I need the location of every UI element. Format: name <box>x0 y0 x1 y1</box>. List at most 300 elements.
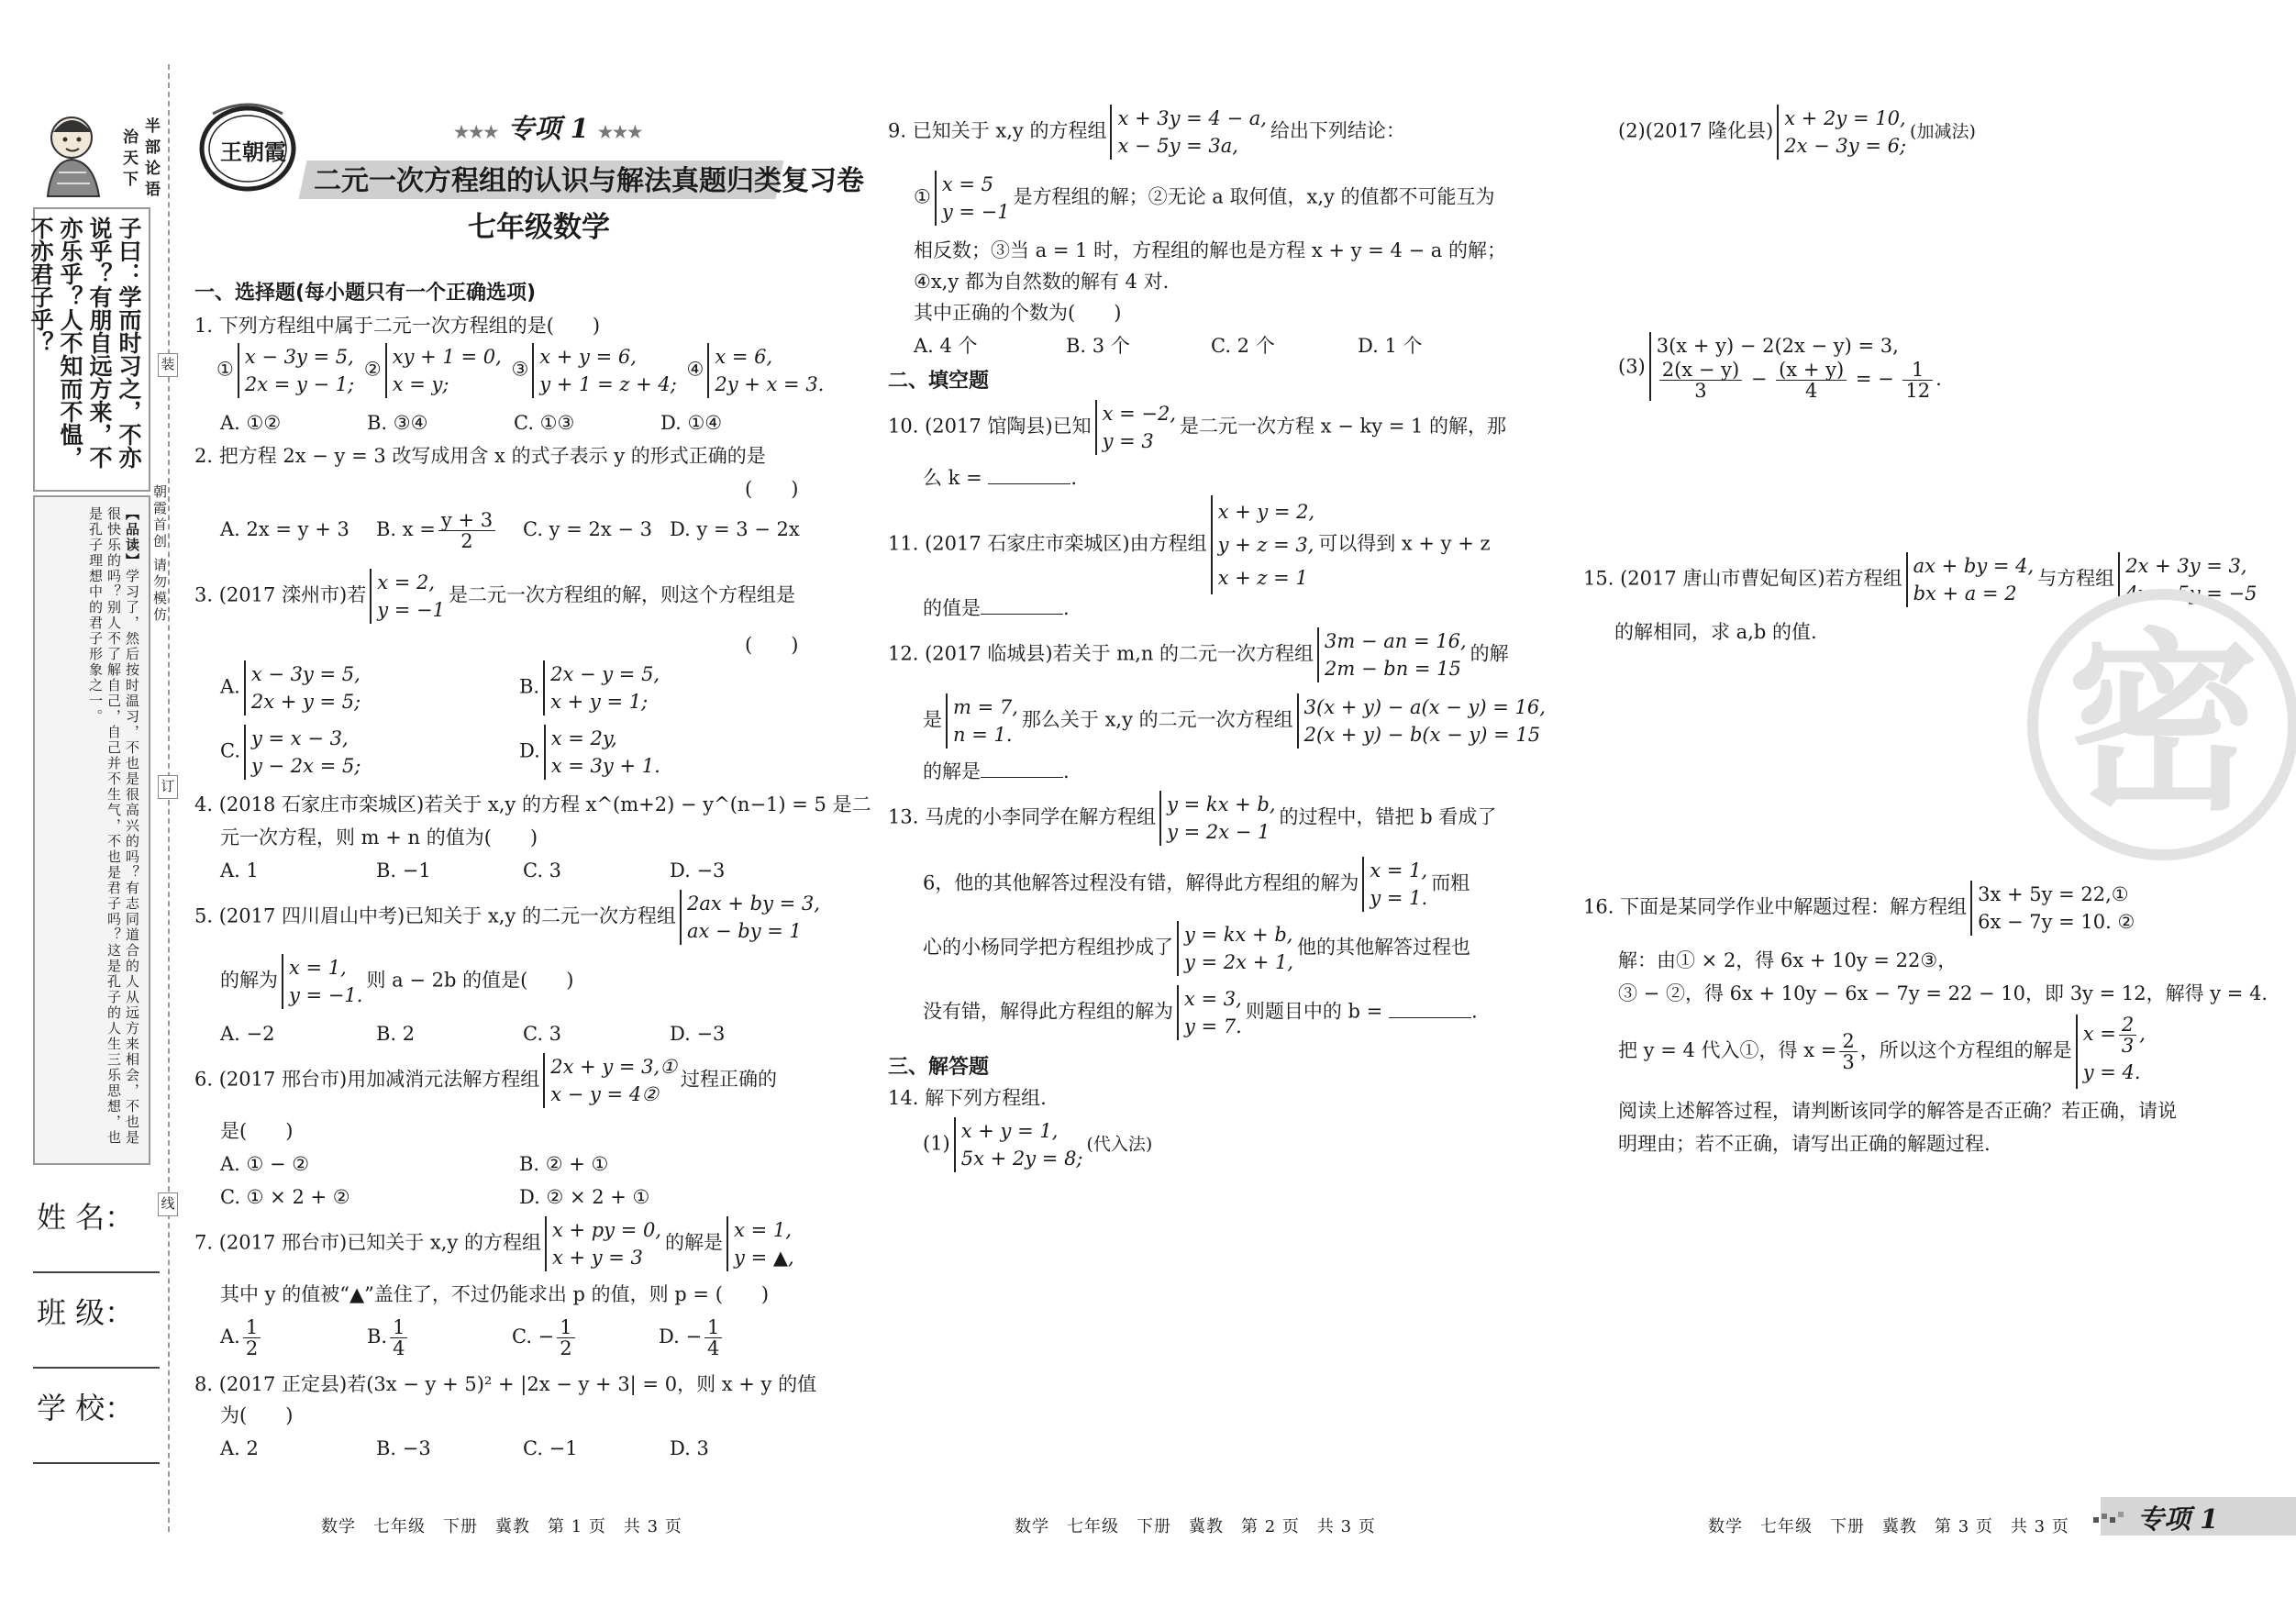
q3-choice-c[interactable] <box>220 725 364 780</box>
q13-text: 则题目中的 b = <box>1245 1000 1389 1023</box>
q6-choices-row2 <box>220 1181 649 1213</box>
solution-system <box>1095 400 1176 455</box>
eq-line: y = x − 3, <box>251 727 349 749</box>
choice-a[interactable]: A. ① − ② <box>220 1153 310 1175</box>
q1-choices <box>220 407 722 438</box>
q11-text: 的值是 <box>923 597 981 619</box>
method-note: (加减法) <box>1910 121 1976 142</box>
page-title: 二元一次方程组的认识与解法真题归类复习卷 <box>314 165 864 197</box>
equation-system <box>954 1117 1083 1172</box>
q13-text: 他的其他解答过程也 <box>1297 936 1470 959</box>
equation-system <box>544 725 660 780</box>
choice-b[interactable]: B. −3 <box>376 1437 431 1459</box>
solution-system <box>282 954 362 1009</box>
q3-text: 3. (2017 滦州市)若 <box>194 583 367 606</box>
question-6 <box>194 1053 777 1108</box>
choice-d[interactable]: D. 1 个 <box>1358 335 1423 357</box>
denominator: 12 <box>1905 380 1931 402</box>
q3-choice-b[interactable] <box>519 660 663 715</box>
denominator: 2 <box>560 1337 572 1359</box>
confidential-seal-icon <box>2025 587 2296 862</box>
choice-c[interactable]: C. −1 <box>523 1437 578 1459</box>
eq-line: x = 5 <box>941 173 993 195</box>
eq-line: 2x + 3y = 3, <box>2125 555 2247 577</box>
school-line[interactable] <box>33 1462 160 1464</box>
eq-line: x = 1, <box>1370 859 1428 882</box>
name-line[interactable] <box>33 1271 160 1273</box>
eq-line: x + y = 2, <box>1217 501 1315 523</box>
question-12-l3: 的解是 . <box>923 760 1070 782</box>
choice-c[interactable]: C. 3 <box>523 1023 562 1045</box>
sidebar-top-label: 治天下 <box>119 128 138 192</box>
q6-text: 6. (2017 邢台市)用加减消元法解方程组 <box>194 1068 540 1091</box>
eq-line: x + y = 6, <box>539 346 637 368</box>
numerator: 1 <box>557 1317 574 1338</box>
eq-line: 5x + 2y = 8; <box>960 1148 1083 1170</box>
question-14-2 <box>1618 105 1976 160</box>
eq-line: 3(x + y) − a(x − y) = 16, <box>1303 696 1546 718</box>
q15-text: 与方程组 <box>2037 567 2115 590</box>
question-11 <box>888 495 1491 594</box>
eq-line: x = 6, <box>715 346 773 368</box>
question-13-l2 <box>923 857 1470 912</box>
choice-letter: B. <box>367 1325 388 1347</box>
question-16-l2: 解：由① × 2，得 6x + 10y = 22③， <box>1618 949 1958 971</box>
choice-b[interactable] <box>376 510 523 551</box>
q13-text: 13. 马虎的小李同学在解方程组 <box>888 805 1157 828</box>
equation-system <box>1317 627 1467 682</box>
sub-label: (1) <box>923 1132 950 1155</box>
eq-line: y = 3 <box>1102 430 1154 452</box>
analects-quote: 子曰：学而时习之，不亦说乎？有朋自远方来，不亦乐乎？人不知而不愠，不亦君子乎？ <box>28 216 142 469</box>
choice-d[interactable]: D. y = 3 − 2x <box>670 518 800 540</box>
answer-blank[interactable] <box>1389 999 1471 1018</box>
equation-system <box>1211 495 1315 594</box>
class-line[interactable] <box>33 1367 160 1369</box>
fraction <box>1659 360 1742 401</box>
q7-choices <box>220 1317 725 1359</box>
page-footer-2: 数学 七年级 下册 冀教 第 2 页 共 3 页 <box>1015 1517 1376 1536</box>
choice-d[interactable]: D. 3 <box>670 1437 709 1459</box>
choice-c[interactable]: C. ① × 2 + ② <box>220 1186 350 1208</box>
question-9-l3: 相反数；③当 a = 1 时，方程组的解也是方程 x + y = 4 − a 的解； <box>914 239 1506 261</box>
denominator: 3 <box>2121 1035 2135 1057</box>
eq-line: n = 1. <box>953 724 1013 746</box>
choice-d[interactable]: D. −3 <box>670 859 726 882</box>
q13-text: 6，他的其他解答过程没有错，解得此方程组的解为 <box>923 871 1359 894</box>
eq-line: x + 2y = 10, <box>1784 107 1906 129</box>
choice-letter: A. <box>220 1325 240 1347</box>
choice-letter: A. <box>220 675 240 698</box>
choice-b-prefix: B. x = <box>376 518 436 540</box>
eq-line: 3(x + y) − 2(2x − y) = 3, <box>1656 335 1899 357</box>
equation-system <box>532 343 677 398</box>
page-subtitle: 七年级数学 <box>468 211 610 244</box>
eq-line: x = −2, <box>1102 403 1176 425</box>
choice-d[interactable]: D. ② × 2 + ① <box>519 1186 650 1208</box>
q3-choice-d[interactable] <box>519 725 664 780</box>
logo-text: 王朝霞 <box>220 139 286 165</box>
question-1: 1. 下列方程组中属于二元一次方程组的是( ) <box>194 315 601 337</box>
opt-num: ③ <box>511 358 529 381</box>
q9-text: 给出下列结论： <box>1270 119 1405 142</box>
seal-char-box: 装 <box>158 353 178 377</box>
denominator: 3 <box>1694 380 1707 402</box>
choice-b[interactable] <box>367 1317 512 1359</box>
sidebar-top-label: 半部论语 <box>141 117 160 202</box>
choice-letter: C. − <box>512 1325 555 1347</box>
choice-b[interactable]: B. ② + ① <box>519 1153 609 1175</box>
eq-line: 3m − an = 16, <box>1325 630 1467 652</box>
equation-system <box>244 660 360 715</box>
answer-blank[interactable] <box>988 465 1070 484</box>
eq-line: x = 2y, <box>550 727 617 749</box>
stars-left: ★★★ <box>454 123 499 142</box>
q16-text: ，所以这个方程组的解是 <box>1859 1039 2072 1061</box>
eq-line: 2y + x = 3. <box>715 373 825 395</box>
method-note: (代入法) <box>1086 1134 1153 1155</box>
equation-system <box>545 1216 661 1271</box>
numerator: 2 <box>1839 1031 1857 1052</box>
choice-b[interactable]: B. 3 个 <box>1066 335 1130 357</box>
question-16-l6: 明理由；若不正确，请写出正确的解题过程. <box>1618 1133 1991 1155</box>
special-label: 专项 1 <box>507 113 589 144</box>
eq-line: x = 3y + 1. <box>550 755 660 777</box>
opt-num: ① <box>216 358 234 381</box>
q5-text: 则 a − 2b 的值是( ) <box>366 969 574 992</box>
question-4-cont: 元一次方程，则 m + n 的值为( ) <box>220 826 538 848</box>
q11-text: 11. (2017 石家庄市栾城区)由方程组 <box>888 532 1207 555</box>
equation-system <box>370 569 445 624</box>
eq-line: x + py = 0, <box>551 1219 662 1241</box>
q11-text: 可以得到 x + y + z <box>1318 532 1491 555</box>
eq-line: x − 3y = 5, <box>244 346 354 368</box>
equation-system <box>1777 105 1906 160</box>
q9-text: 是方程组的解；②无论 a 取何值，x,y 的值都不可能互为 <box>1013 185 1495 208</box>
question-14: 14. 解下列方程组. <box>888 1087 1047 1109</box>
eq-line: y = −1 <box>377 599 445 621</box>
copyright-note: 朝霞首创 请勿模仿 <box>151 484 168 624</box>
q8-choices <box>220 1433 709 1464</box>
choice-a[interactable]: A. 2x = y + 3 <box>220 518 349 540</box>
equation-system <box>680 890 820 945</box>
question-7-cont: 其中 y 的值被“▲”盖住了，不过仍能求出 p 的值，则 p = ( ) <box>220 1283 770 1305</box>
commentary-body: 学习了，然后按时温习，不也是很高兴的吗？有志同道合的人从远方来相会，不也是很快乐的吗？别人不了解自己，自己并不生气，不也是君子吗？这是孔子的人生三乐思想，也是孔子理想中的君子形象之一。 <box>87 506 140 1146</box>
question-10-l2: 么 k = . <box>923 467 1078 489</box>
section-solve: 三、解答题 <box>888 1056 990 1079</box>
q16-text: 16. 下面是某同学作业中解题过程：解方程组 <box>1583 895 1968 918</box>
eq-line: y = −1. <box>289 984 363 1006</box>
choice-a[interactable]: A. 4 个 <box>914 335 978 357</box>
eq-line: x − 3y = 5, <box>250 663 360 685</box>
eq-line: x + y = 1, <box>960 1120 1059 1142</box>
fraction <box>438 510 495 551</box>
q13-text: 心的小杨同学把方程组抄成了 <box>923 936 1173 959</box>
choice-d[interactable] <box>659 1316 725 1359</box>
question-13-l4: 没有错，解得此方程组的解为x = 3, y = 7.则题目中的 b = . <box>923 985 1478 1040</box>
choice-a[interactable]: A. 1 <box>220 859 259 882</box>
choice-letter: D. − <box>659 1325 703 1347</box>
q5-text: 的解为 <box>220 969 278 992</box>
page-footer-3: 数学 七年级 下册 冀教 第 3 页 共 3 页 <box>1708 1517 2069 1536</box>
page-footer-1: 数学 七年级 下册 冀教 第 1 页 共 3 页 <box>321 1517 682 1536</box>
question-2: 2. 把方程 2x − y = 3 改写成用含 x 的式子表示 y 的形式正确的是 <box>194 445 766 467</box>
numerator: 1 <box>243 1317 261 1338</box>
q6-choices-row1 <box>220 1148 608 1180</box>
eq-line: 2m − bn = 15 <box>1325 658 1461 680</box>
answer-blank[interactable] <box>981 595 1063 615</box>
numerator: (x + y) <box>1776 360 1847 381</box>
eq-line: ax + by = 4, <box>1913 555 2035 577</box>
equation-system <box>244 725 360 780</box>
choice-c[interactable]: C. y = 2x − 3 <box>523 518 652 540</box>
choice-b[interactable]: B. −1 <box>376 859 431 882</box>
question-4: 4. (2018 石家庄市栾城区)若关于 x,y 的方程 x^(m+2) − y^(n−1) = 5 是二 <box>194 793 871 815</box>
sub-label: (2)(2017 隆化县) <box>1618 119 1774 142</box>
eq-line: x − 5y = 3a, <box>1117 135 1238 157</box>
q9-text: ① <box>914 185 931 208</box>
solution-system <box>1362 857 1427 912</box>
question-10 <box>888 400 1506 455</box>
question-15-l2: 的解相同，求 a,b 的值. <box>1614 621 1817 643</box>
q10-text: 10. (2017 馆陶县)已知 <box>888 415 1092 438</box>
equation-system <box>1177 921 1293 976</box>
q5-text: 5. (2017 四川眉山中考)已知关于 x,y 的二元一次方程组 <box>194 904 676 927</box>
equation-system <box>543 1053 677 1108</box>
opt-num: ④ <box>686 358 704 381</box>
opt-num: ② <box>363 358 382 381</box>
q13-text: 而粗 <box>1431 871 1470 894</box>
eq-line: y = kx + b, <box>1167 793 1276 815</box>
eq-line: 4x − 5y = −5 <box>2125 582 2257 604</box>
question-13 <box>888 791 1496 846</box>
choice-d[interactable]: D. −3 <box>670 1023 726 1045</box>
q12-text: 的解 <box>1470 642 1509 665</box>
equation-system <box>238 343 354 398</box>
choice-c[interactable]: C. 2 个 <box>1211 335 1275 357</box>
equation-system <box>1906 552 2035 607</box>
q15-text: 15. (2017 唐山市曹妃甸区)若方程组 <box>1583 567 1902 590</box>
numerator: 2 <box>2119 1015 2136 1036</box>
question-8-cont: 为( ) <box>220 1404 294 1426</box>
eq-line: 3x + 5y = 22,① <box>1978 883 2129 905</box>
equation-system <box>1159 791 1275 846</box>
denominator: 4 <box>1804 380 1818 402</box>
eq-line: y = −1 <box>941 201 1010 223</box>
eq-line: x + y = 3 <box>551 1247 643 1269</box>
eq-line: 2(x + y) − b(x − y) = 15 <box>1303 724 1541 746</box>
footer-tag: 专项 1 <box>2137 1503 2219 1535</box>
q13-text: 没有错，解得此方程组的解为 <box>923 1000 1173 1023</box>
eq-line: y = ▲, <box>734 1247 794 1269</box>
equation-system <box>385 343 502 398</box>
answer-paren: ( ) <box>745 634 799 656</box>
seal-char: 密 <box>2067 612 2260 837</box>
choice-letter: D. <box>519 739 540 762</box>
equation-system <box>543 660 660 715</box>
choice-a[interactable] <box>220 1317 367 1359</box>
choice-d[interactable]: D. ①④ <box>660 412 723 434</box>
name-label: 姓 名： <box>37 1200 135 1235</box>
numerator: 1 <box>704 1317 722 1338</box>
eq-line: y = 7. <box>1184 1015 1242 1037</box>
eq-line: y − 2x = 5; <box>251 755 361 777</box>
sage-cartoon-icon <box>35 108 117 200</box>
stars-right: ★★★ <box>597 123 643 142</box>
question-16-l3: ③ − ②，得 6x + 10y − 6x − 7y = 22 − 10，即 3y = 12，解得 y = 4. <box>1618 982 2268 1004</box>
eq-line: x + z = 1 <box>1217 567 1308 589</box>
sidebar <box>0 0 174 1597</box>
question-6-cont: 是( ) <box>220 1120 294 1142</box>
question-16-l5: 阅读上述解答过程，请判断该同学的解答是否正确？若正确，请说 <box>1618 1100 2177 1122</box>
choice-a[interactable]: A. 2 <box>220 1437 259 1459</box>
q6-text: 过程正确的 <box>681 1068 778 1091</box>
eq-line: m = 7, <box>953 696 1018 718</box>
fraction <box>2119 1015 2136 1056</box>
eq-line: 2x = y − 1; <box>244 373 355 395</box>
q10-text: 是二元一次方程 x − ky = 1 的解，那 <box>1180 415 1507 438</box>
section-fill: 二、填空题 <box>888 370 990 393</box>
eq-line: y + z = 3, <box>1217 534 1314 556</box>
numerator: y + 3 <box>438 510 495 531</box>
commentary-title: 【品读】 <box>124 506 140 569</box>
q12-text: 那么关于 x,y 的二元一次方程组 <box>1021 708 1293 731</box>
commentary-text <box>86 506 141 1148</box>
question-5 <box>194 890 824 945</box>
eq-line: x = 1, <box>289 957 347 979</box>
q10-text: 么 k = <box>923 467 989 489</box>
eq-line: 2x + y = 3,① <box>550 1056 678 1078</box>
q9-choices <box>914 330 1422 361</box>
eq-line: x = y; <box>392 373 449 395</box>
eq-line: y = 2x + 1, <box>1184 951 1293 973</box>
question-9-l2 <box>914 171 1495 226</box>
choice-c[interactable]: C. ①③ <box>514 412 575 434</box>
question-16-l4 <box>1618 1015 2149 1089</box>
choice-a[interactable]: A. −2 <box>220 1023 275 1045</box>
eq-line: y = kx + b, <box>1184 924 1293 946</box>
q2-choices <box>220 510 800 551</box>
fraction <box>704 1317 722 1359</box>
question-11-l2: 的值是 . <box>923 597 1070 619</box>
eq-line: y = 1. <box>1370 887 1428 909</box>
denominator: 4 <box>393 1337 405 1359</box>
equation-system <box>707 343 824 398</box>
fraction <box>1902 360 1933 401</box>
numerator: 1 <box>390 1317 407 1338</box>
eq-line: 2ax + by = 3, <box>686 893 820 915</box>
choice-b[interactable]: B. 2 <box>376 1023 416 1045</box>
fraction <box>1776 360 1847 401</box>
sub-label: (3) <box>1618 355 1646 378</box>
eq-line: ax − by = 1 <box>686 920 802 942</box>
fraction <box>1839 1031 1857 1072</box>
choice-b[interactable]: B. ③④ <box>367 412 428 434</box>
q1-options <box>216 343 827 398</box>
eq-line: x + y = 1; <box>550 691 649 713</box>
q16-text: 把 y = 4 代入①，得 x = <box>1618 1039 1837 1061</box>
q3-choice-a[interactable] <box>220 660 364 715</box>
solution-system <box>727 1216 794 1271</box>
choice-letter: C. <box>220 739 240 762</box>
equation-system <box>1297 693 1546 749</box>
special-badge <box>454 108 642 146</box>
fraction <box>390 1317 407 1359</box>
quote-box <box>28 207 150 492</box>
eq-line: x + 3y = 4 − a, <box>1117 107 1267 129</box>
denominator: 2 <box>245 1337 259 1359</box>
footer-tag-squares-icon <box>2093 1510 2130 1525</box>
question-9-l4: ④x,y 都为自然数的解有 4 对. <box>914 271 1170 293</box>
denominator: 3 <box>1842 1051 1855 1073</box>
section-choice: 一、选择题(每小题只有一个正确选项) <box>194 282 537 305</box>
class-label: 班 级： <box>37 1295 135 1330</box>
q9-text: 9. 已知关于 x,y 的方程组 <box>888 119 1107 142</box>
question-7 <box>194 1216 798 1271</box>
eq-line: x = 1, <box>734 1219 792 1241</box>
numerator: 2(x − y) <box>1659 360 1742 381</box>
fraction <box>243 1317 261 1359</box>
eq-line: 2x − y = 5, <box>550 663 660 685</box>
denominator: 2 <box>460 530 473 552</box>
choice-a[interactable]: A. ①② <box>220 412 282 434</box>
choice-c[interactable]: C. 3 <box>523 859 562 882</box>
choice-c[interactable] <box>512 1317 659 1359</box>
denominator: 4 <box>707 1337 720 1359</box>
question-5-cont <box>220 954 573 1009</box>
school-label: 学 校： <box>37 1391 135 1425</box>
q7-text: 7. (2017 邢台市)已知关于 x,y 的方程组 <box>194 1231 541 1254</box>
seal-char-box: 订 <box>158 775 178 799</box>
question-13-l3 <box>923 921 1470 976</box>
solution-system <box>1177 985 1242 1040</box>
eq-line: x = 3, <box>1184 988 1242 1010</box>
q3-text: 是二元一次方程组的解，则这个方程组是 <box>449 583 795 606</box>
question-9-l5: 其中正确的个数为( ) <box>914 302 1122 324</box>
equation-system <box>1970 881 2135 936</box>
eq-line: x = 2, <box>377 571 436 593</box>
commentary-box <box>33 495 150 1165</box>
q12-text: 的解是 <box>923 760 981 782</box>
numerator: 1 <box>1902 360 1933 381</box>
eq-line: y = 4. <box>2082 1061 2141 1083</box>
q4-choices <box>220 855 725 886</box>
equation-system <box>1110 105 1266 160</box>
logo <box>194 101 305 193</box>
answer-blank[interactable] <box>981 759 1063 778</box>
q12-text: 是 <box>923 708 942 731</box>
question-12 <box>888 627 1509 682</box>
solution-system <box>946 693 1018 749</box>
seal-char-box: 线 <box>158 1192 178 1216</box>
eq-line: 2x + y = 5; <box>250 691 361 713</box>
q7-text: 的解是 <box>665 1231 724 1254</box>
q5-choices <box>220 1018 725 1049</box>
question-14-1 <box>923 1117 1152 1172</box>
eq-line: xy + 1 = 0, <box>392 346 502 368</box>
eq-line: 2x − 3y = 6; <box>1784 135 1907 157</box>
question-3 <box>194 569 795 624</box>
question-14-3 <box>1618 332 1946 401</box>
choice-letter: B. <box>519 675 540 698</box>
fraction <box>557 1317 574 1359</box>
eq-line: 6x − 7y = 10. ② <box>1978 911 2135 933</box>
eq-line: x − y = 4② <box>550 1083 660 1105</box>
q12-text: 12. (2017 临城县)若关于 m,n 的二元一次方程组 <box>888 642 1314 665</box>
answer-paren: ( ) <box>745 478 799 500</box>
eq-line: x = <box>2082 1023 2116 1045</box>
question-12-l2 <box>923 693 1549 749</box>
